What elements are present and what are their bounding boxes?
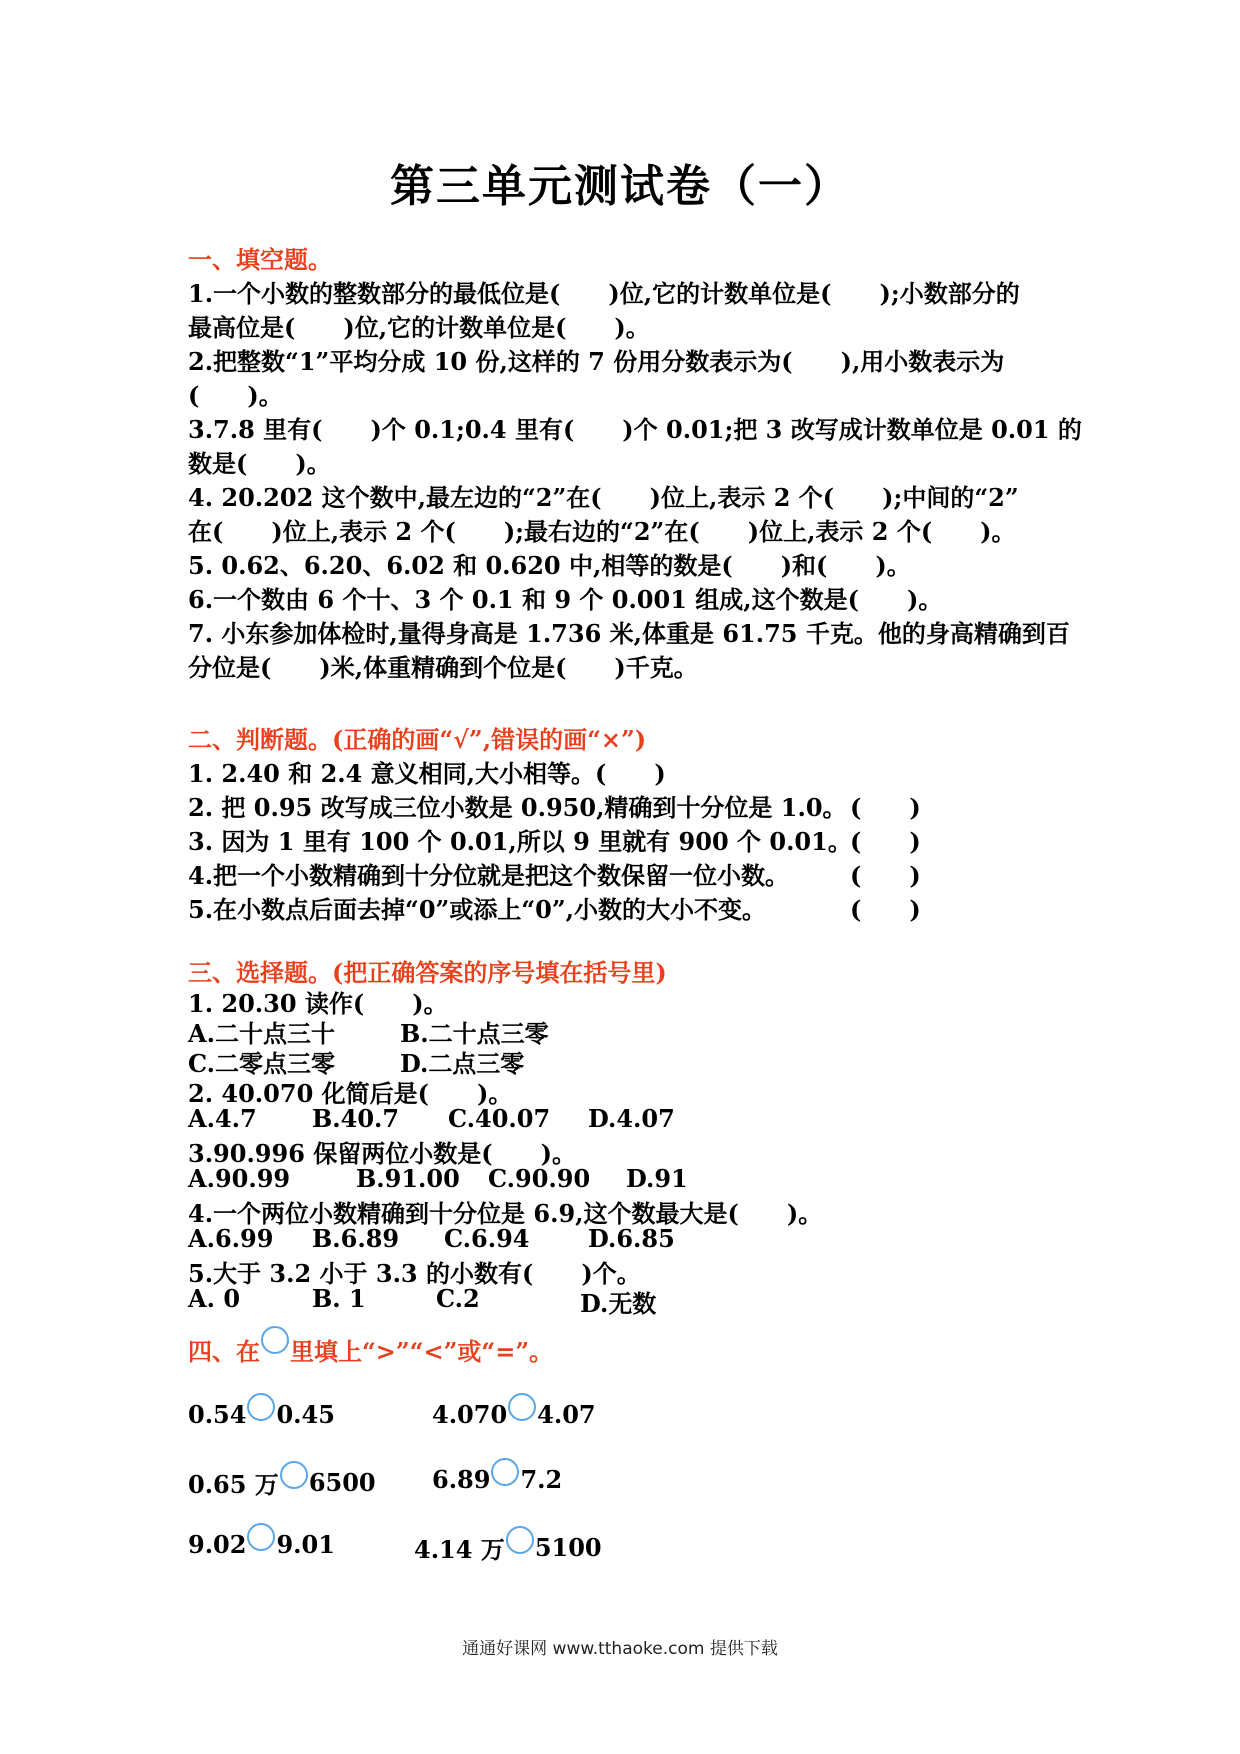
- answer-parens: ( ): [850, 793, 921, 822]
- choice-option: B. 1: [312, 1284, 366, 1313]
- choice-option: B.二十点三零: [400, 1019, 549, 1048]
- judge-item: 1. 2.40 和 2.4 意义相同,大小相等。( ): [188, 759, 666, 788]
- compare-circle[interactable]: [506, 1526, 534, 1554]
- section1-line: ( )。: [188, 381, 283, 410]
- compare-left: 9.02: [188, 1530, 247, 1559]
- choice-option: D.6.85: [588, 1224, 675, 1253]
- answer-parens: ( ): [850, 895, 921, 924]
- choice-question: 3.90.996 保留两位小数是( )。: [188, 1139, 576, 1168]
- section1-line: 数是( )。: [188, 449, 331, 478]
- compare-left: 4.070: [432, 1400, 508, 1429]
- section4-heading: [188, 1332, 553, 1367]
- compare-right: 0.45: [276, 1400, 335, 1429]
- compare-item: [432, 1465, 562, 1494]
- page-title: 第三单元测试卷（一）: [390, 161, 850, 212]
- compare-circle[interactable]: [280, 1461, 308, 1489]
- choice-option: A.90.99: [188, 1164, 291, 1193]
- compare-circle[interactable]: [491, 1458, 519, 1486]
- compare-left: 6.89: [432, 1465, 491, 1494]
- compare-left: 0.54: [188, 1400, 247, 1429]
- compare-right: 9.01: [276, 1530, 335, 1559]
- choice-option: C.90.90: [488, 1164, 591, 1193]
- choice-option: A. 0: [188, 1284, 241, 1313]
- compare-left: 4.14 万: [414, 1535, 505, 1564]
- section1-line: 4. 20.202 这个数中,最左边的“2”在( )位上,表示 2 个( );中间的“2”: [188, 483, 1019, 512]
- compare-circle[interactable]: [247, 1393, 275, 1421]
- choice-question: 1. 20.30 读作( )。: [188, 989, 448, 1018]
- compare-item: [414, 1530, 602, 1565]
- compare-circle[interactable]: [508, 1393, 536, 1421]
- section1-line: 最高位是( )位,它的计数单位是( )。: [188, 313, 650, 342]
- compare-right: 7.2: [520, 1465, 563, 1494]
- choice-option: D.91: [626, 1164, 688, 1193]
- answer-parens: ( ): [850, 827, 921, 856]
- section1-heading: 一、填空题。: [188, 245, 332, 274]
- compare-item: [432, 1400, 596, 1429]
- section1-line: 在( )位上,表示 2 个( );最右边的“2”在( )位上,表示 2 个( )。: [188, 517, 1016, 546]
- judge-item: 3. 因为 1 里有 100 个 0.01,所以 9 里就有 900 个 0.01。: [188, 827, 852, 856]
- choice-option: B.6.89: [312, 1224, 400, 1253]
- answer-parens: ( ): [850, 861, 921, 890]
- compare-item: [188, 1530, 335, 1559]
- choice-option: D.二点三零: [400, 1049, 525, 1078]
- choice-option: D.4.07: [588, 1104, 675, 1133]
- section3-heading: 三、选择题。(把正确答案的序号填在括号里): [188, 958, 667, 987]
- section1-line: 5. 0.62、6.20、6.02 和 0.620 中,相等的数是( )和( )。: [188, 551, 911, 580]
- compare-left: 0.65 万: [188, 1470, 279, 1499]
- compare-right: 4.07: [537, 1400, 596, 1429]
- judge-item: 5.在小数点后面去掉“0”或添上“0”,小数的大小不变。: [188, 895, 767, 924]
- circle-icon: [261, 1326, 289, 1354]
- choice-option: B.91.00: [356, 1164, 460, 1193]
- choice-question: 2. 40.070 化简后是( )。: [188, 1079, 513, 1108]
- section1-line: 3.7.8 里有( )个 0.1;0.4 里有( )个 0.01;把 3 改写成计数单位是 0.01 的: [188, 415, 1082, 444]
- section2-heading: 二、判断题。(正确的画“√”,错误的画“×”): [188, 725, 647, 754]
- compare-item: [188, 1465, 376, 1500]
- section1-line: 7. 小东参加体检时,量得身高是 1.736 米,体重是 61.75 千克。他的身高精确到百: [188, 619, 1070, 648]
- compare-right: 6500: [308, 1468, 376, 1497]
- compare-item: [188, 1400, 335, 1429]
- choice-option: C.二零点三零: [188, 1049, 336, 1078]
- choice-option: D.无数: [580, 1289, 657, 1318]
- section1-line: 分位是( )米,体重精确到个位是( )千克。: [188, 653, 698, 682]
- footer-credit: 通通好课网 www.tthaoke.com 提供下载: [462, 1639, 778, 1659]
- choice-question: 5.大于 3.2 小于 3.3 的小数有( )个。: [188, 1259, 641, 1288]
- judge-item: 2. 把 0.95 改写成三位小数是 0.950,精确到十分位是 1.0。: [188, 793, 847, 822]
- compare-right: 5100: [534, 1533, 602, 1562]
- section1-line: 6.一个数由 6 个十、3 个 0.1 和 9 个 0.001 组成,这个数是( )。: [188, 585, 943, 614]
- compare-circle[interactable]: [247, 1523, 275, 1551]
- judge-item: 4.把一个小数精确到十分位就是把这个数保留一位小数。: [188, 861, 790, 890]
- choice-option: A.6.99: [188, 1224, 274, 1253]
- section4-heading-post: 里填上“>”“<”或“=”。: [290, 1337, 554, 1366]
- choice-option: C.40.07: [448, 1104, 551, 1133]
- section1-line: 1.一个小数的整数部分的最低位是( )位,它的计数单位是( );小数部分的: [188, 279, 1020, 308]
- choice-option: C.2: [436, 1284, 480, 1313]
- choice-option: A.二十点三十: [188, 1019, 335, 1048]
- section4-heading-pre: 四、在: [188, 1337, 260, 1366]
- choice-option: B.40.7: [312, 1104, 400, 1133]
- section1-line: 2.把整数“1”平均分成 10 份,这样的 7 份用分数表示为( ),用小数表示为: [188, 347, 1005, 376]
- choice-question: 4.一个两位小数精确到十分位是 6.9,这个数最大是( )。: [188, 1199, 823, 1228]
- choice-option: A.4.7: [188, 1104, 257, 1133]
- choice-option: C.6.94: [444, 1224, 530, 1253]
